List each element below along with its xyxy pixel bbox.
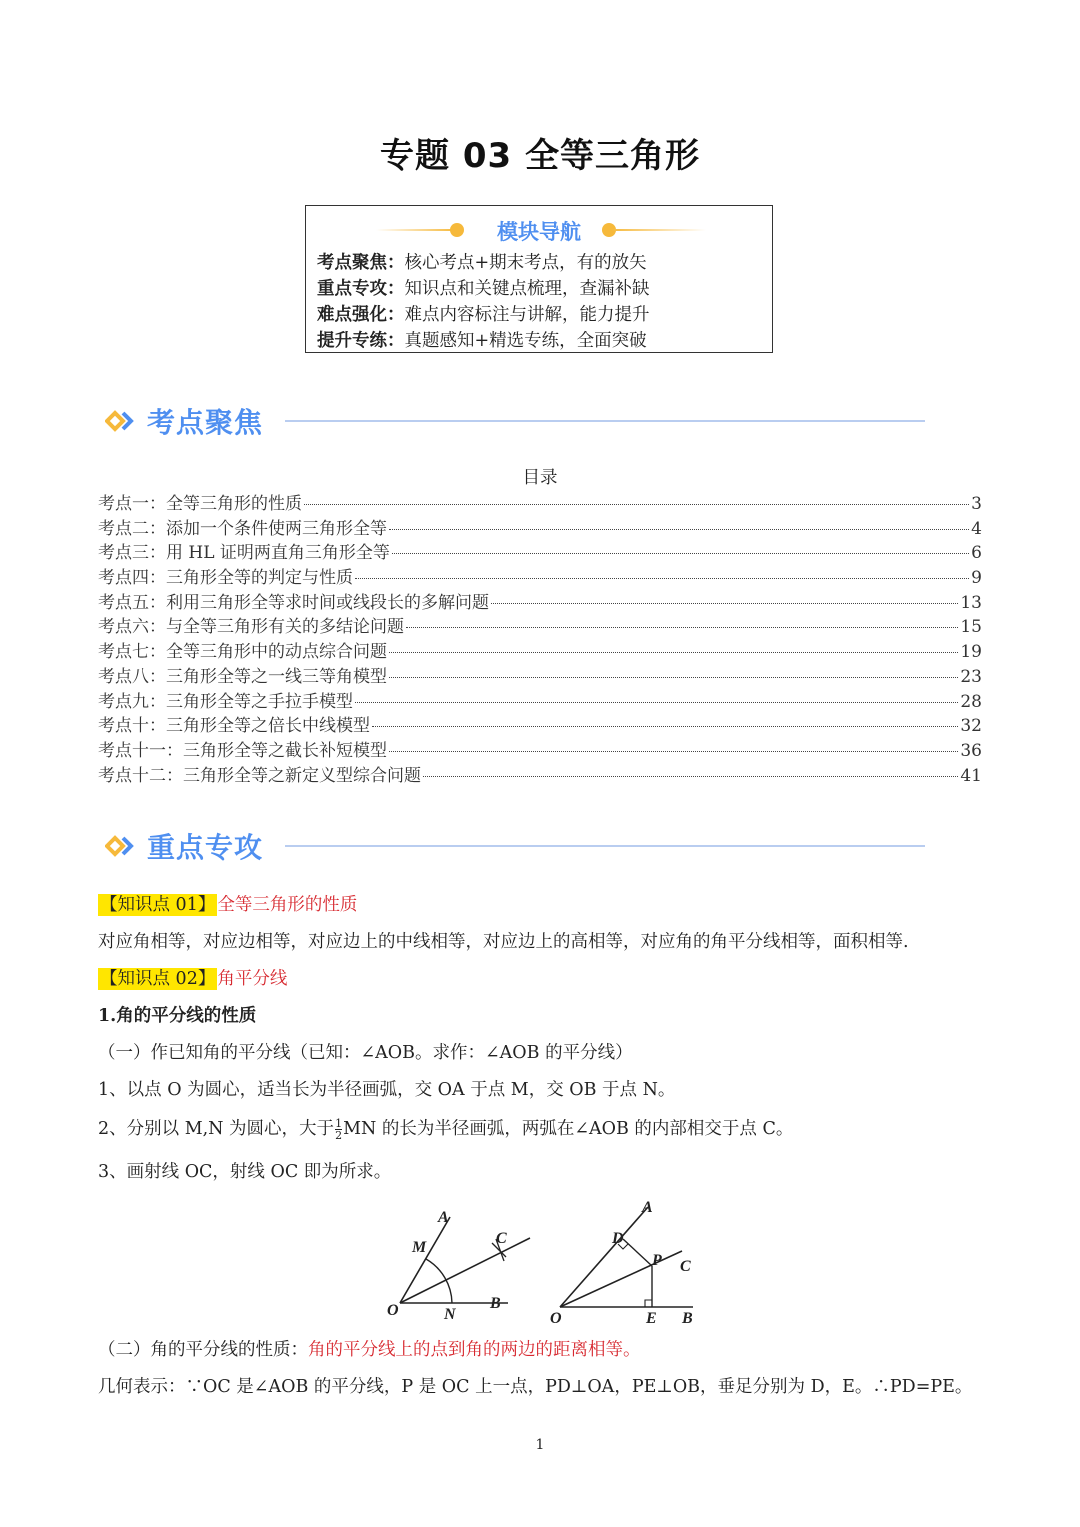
toc-item[interactable]: 考点七：全等三角形中的动点综合问题 19 (98, 642, 982, 663)
bisector-property: （二）角的平分线的性质：角的平分线上的点到角的两边的距离相等。 (98, 1340, 641, 1360)
section-heading-key (105, 826, 935, 866)
toc-item[interactable]: 考点九：三角形全等之手拉手模型 28 (98, 691, 982, 712)
kp-title: 角平分线 (217, 969, 288, 989)
section-heading-focus (105, 401, 935, 441)
kp1-body: 对应角相等，对应边相等，对应边上的中线相等，对应边上的高相等，对应角的角平分线相等，面积相等. (98, 932, 909, 952)
fraction-half: $\frac{1}{2}$ (335, 1117, 343, 1142)
label-B: B (682, 1310, 693, 1327)
toc-title: 目录 (522, 468, 558, 488)
figure-construction (387, 1209, 530, 1323)
label-A: A (438, 1209, 449, 1226)
figure-property (550, 1199, 693, 1327)
step-2: 2、分别以 M,N 为圆心，大于 $\frac{1}{2}$ MN 的长为半径画弧，两弧在∠AOB 的内部相交于点 C。 (98, 1117, 794, 1142)
section-divider (285, 420, 925, 422)
section-divider (285, 845, 925, 847)
toc-item[interactable]: 考点六：与全等三角形有关的多结论问题 15 (98, 617, 982, 638)
toc-item[interactable]: 考点四：三角形全等的判定与性质 9 (98, 568, 982, 589)
toc-item[interactable]: 考点二：添加一个条件使两三角形全等 4 (98, 518, 982, 539)
section-title: 考点聚焦 (147, 406, 264, 439)
label-B: B (490, 1295, 501, 1312)
nav-right-line (611, 229, 706, 231)
knowledge-point-01 (98, 891, 357, 916)
page-number: 1 (535, 1437, 545, 1453)
step-0: （一）作已知角的平分线（已知：∠AOB。求作：∠AOB 的平分线） (98, 1043, 633, 1063)
toc-item[interactable]: 考点五：利用三角形全等求时间或线段长的多解问题 13 (98, 592, 982, 613)
toc-item[interactable]: 考点一：全等三角形的性质 3 (98, 494, 982, 514)
kp-tag: 【知识点 02】 (100, 969, 216, 989)
module-nav-heading: 模块导航 (497, 220, 581, 244)
toc-item[interactable]: 考点十：三角形全等之倍长中线模型 32 (98, 716, 982, 737)
nav-row: 考点聚焦：核心考点+期末考点，有的放矢 (317, 253, 647, 273)
subheading: 1.角的平分线的性质 (98, 1006, 257, 1026)
module-nav-header (306, 216, 772, 244)
label-C: C (680, 1258, 691, 1275)
label-N: N (444, 1306, 456, 1323)
nav-row: 重点专攻：知识点和关键点梳理，查漏补缺 (317, 279, 650, 299)
label-O: O (550, 1310, 562, 1327)
label-C: C (496, 1230, 507, 1247)
label-O: O (387, 1302, 399, 1319)
toc-item[interactable]: 考点十二：三角形全等之新定义型综合问题 41 (98, 765, 982, 786)
toc-item[interactable]: 考点十一：三角形全等之截长补短模型 36 (98, 740, 982, 761)
geometric-expression: 几何表示：∵OC 是∠AOB 的平分线，P 是 OC 上一点，PD⊥OA，PE⊥OB，垂足分别为 D，E。∴PD=PE。 (98, 1377, 973, 1397)
step-1: 1、以点 O 为圆心，适当长为半径画弧，交 OA 于点 M，交 OB 于点 N。 (98, 1080, 676, 1100)
double-chevron-icon (105, 407, 139, 435)
page-title: 专题 03 全等三角形 (380, 136, 700, 176)
double-chevron-icon (105, 832, 139, 860)
toc-item[interactable]: 考点八：三角形全等之一线三等角模型 23 (98, 666, 982, 687)
label-A: A (642, 1199, 653, 1216)
label-P: P (652, 1252, 662, 1269)
kp-tag: 【知识点 01】 (100, 895, 216, 915)
table-of-contents (98, 489, 982, 785)
nav-row: 提升专练：真题感知+精选专练，全面突破 (317, 331, 647, 351)
module-nav-box (305, 205, 773, 353)
knowledge-point-02 (98, 965, 287, 990)
label-E: E (646, 1310, 657, 1327)
step-3: 3、画射线 OC，射线 OC 即为所求。 (98, 1162, 392, 1182)
label-D: D (612, 1230, 624, 1247)
nav-row: 难点强化：难点内容标注与讲解，能力提升 (317, 305, 650, 325)
angle-bisector-figures (380, 1195, 710, 1327)
kp-title: 全等三角形的性质 (217, 895, 358, 915)
section-title: 重点专攻 (147, 831, 264, 864)
toc-item[interactable]: 考点三：用 HL 证明两直角三角形全等 6 (98, 543, 982, 564)
label-M: M (412, 1239, 427, 1256)
